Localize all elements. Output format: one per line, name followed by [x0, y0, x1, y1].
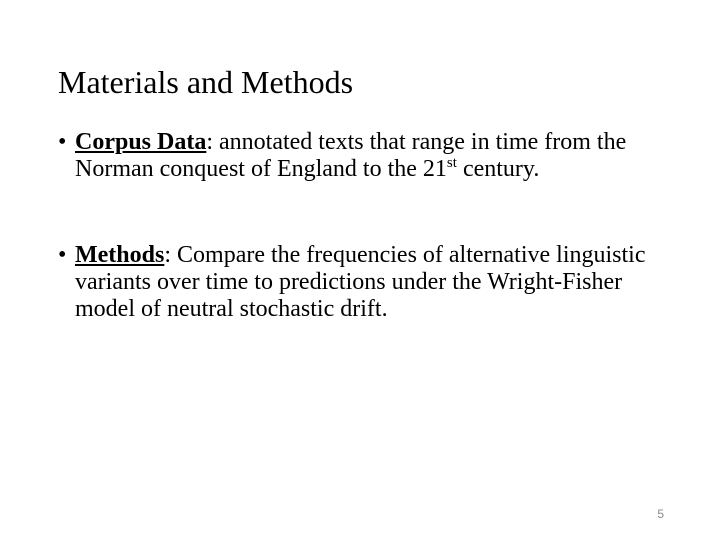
bullet-text-methods: : Compare the frequencies of alternative linguistic variants over time to predictions under the Wright-Fisher model of neutral stochastic drift.: [75, 242, 646, 322]
ordinal-superscript: st: [446, 155, 457, 171]
bullet-text-corpus-data-end: century.: [456, 156, 540, 182]
page-number: 5: [657, 507, 664, 521]
bullet-term-corpus-data: Corpus Data: [75, 129, 207, 155]
bullet-list: [58, 129, 678, 323]
bullet-dot-icon: •: [58, 129, 67, 155]
bullet-methods: [58, 242, 678, 323]
bullet-text-corpus-data: : annotated texts that range in time from the Norman conquest of England to the 21: [75, 129, 627, 182]
bullet-dot-icon: •: [58, 242, 67, 268]
bullet-term-methods: Methods: [75, 242, 165, 268]
slide-title: Materials and Methods: [58, 64, 354, 100]
bullet-corpus-data: [58, 129, 678, 183]
